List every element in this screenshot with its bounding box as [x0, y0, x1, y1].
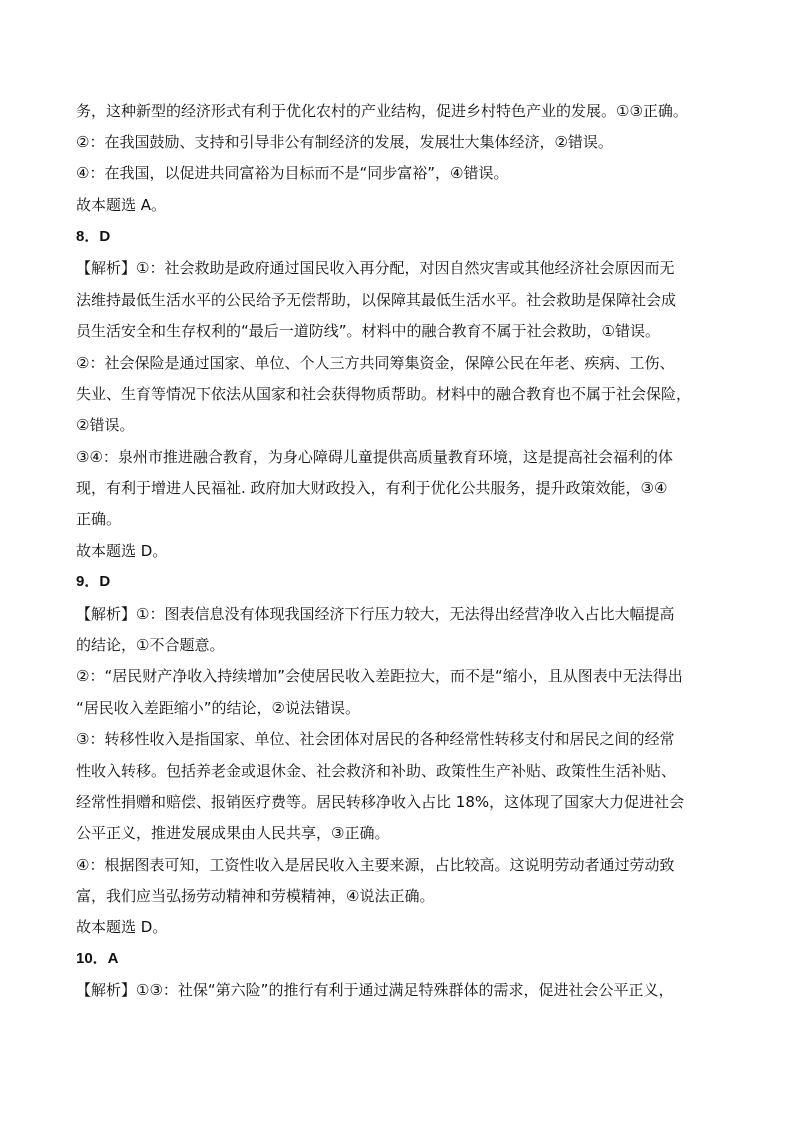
- text-line: 【解析】①：社会救助是政府通过国民收入再分配，对因自然灾害或其他经济社会原因而无: [76, 259, 675, 277]
- text-line: 员生活安全和生存权利的“最后一道防线”。材料中的融合教育不属于社会救助，①错误。: [76, 322, 660, 340]
- text-line: 法维持最低生活水平的公民给予无偿帮助，以保障其最低生活水平。社会救助是保障社会成: [76, 291, 677, 309]
- text-line: 性收入转移。包括养老金或退休金、社会救济和补助、政策性生产补贴、政策性生活补贴、: [76, 762, 677, 780]
- question-number: 9．D: [76, 573, 111, 590]
- text-line: 现，有利于增进人民福祉. 政府加大财政投入，有利于优化公共服务，提升政策效能，③④: [76, 479, 668, 497]
- text-line: ②：在我国鼓励、支持和引导非公有制经济的发展，发展壮大集体经济，②错误。: [76, 133, 613, 151]
- text-line: ②错误。: [76, 416, 135, 434]
- text-line: 故本题选 D。: [76, 918, 168, 936]
- question-number: 10．A: [76, 950, 119, 967]
- question-number: 8．D: [76, 228, 111, 245]
- text-line: ③：转移性收入是指国家、单位、社会团体对居民的各种经常性转移支付和居民之间的经常: [76, 730, 675, 748]
- text-line: 【解析】①：图表信息没有体现我国经济下行压力较大，无法得出经营净收入占比大幅提高: [76, 605, 675, 623]
- text-line: “居民收入差距缩小”的结论，②说法错误。: [76, 699, 360, 717]
- text-line: 正确。: [76, 510, 122, 528]
- text-line: 故本题选 A。: [76, 196, 167, 214]
- text-line: ④：在我国，以促进共同富裕为目标而不是“同步富裕”，④错误。: [76, 164, 509, 182]
- text-line: ②：“居民财产净收入持续增加”会使居民收入差距拉大，而不是“缩小，且从图表中无法得出: [76, 667, 683, 685]
- text-line: 公平正义，推进发展成果由人民共享，③正确。: [76, 824, 390, 842]
- text-line: 【解析】①③：社保“第六险”的推行有利于通过满足特殊群体的需求，促进社会公平正义，: [76, 981, 674, 999]
- text-line: 失业、生育等情况下依法从国家和社会获得物质帮助。材料中的融合教育也不属于社会保险，: [76, 385, 692, 403]
- text-line: 经常性捐赠和赔偿、报销医疗费等。居民转移净收入占比 18%，这体现了国家大力促进社会: [76, 793, 685, 811]
- text-line: 故本题选 D。: [76, 542, 168, 560]
- text-line: ②：社会保险是通过国家、单位、个人三方共同筹集资金，保障公民在年老、疾病、工伤、: [76, 354, 675, 372]
- text-line: 的结论，①不合题意。: [76, 636, 225, 654]
- text-line: ③④：泉州市推进融合教育，为身心障碍儿童提供高质量教育环境，这是提高社会福利的体: [76, 448, 673, 466]
- text-line: 富，我们应当弘扬劳动精神和劳模精神，④说法正确。: [76, 887, 435, 905]
- text-line: ④：根据图表可知，工资性收入是居民收入主要来源，占比较高。这说明劳动者通过劳动致: [76, 856, 675, 874]
- text-line: 务，这种新型的经济形式有利于优化农村的产业结构，促进乡村特色产业的发展。①③正确。: [76, 102, 688, 120]
